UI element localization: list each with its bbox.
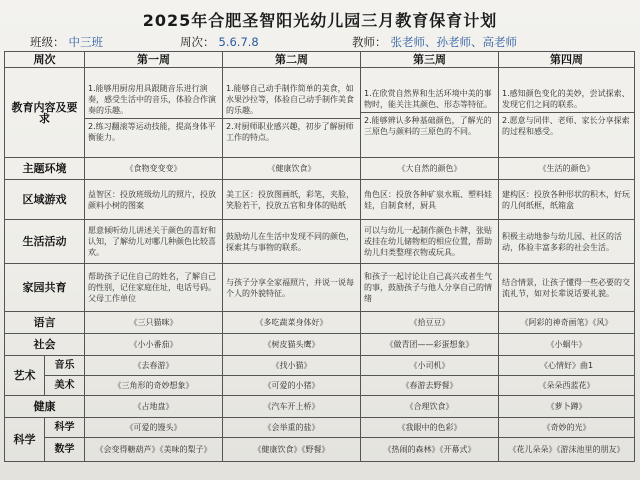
language-week3: 《拾豆豆》 [361, 312, 499, 334]
home-week4: 结合情景，让孩子懂得一些必要的交流礼节，如对长辈说话要礼貌。 [499, 264, 635, 312]
life-week4: 积极主动地参与幼儿园、社区的活动，体验丰富多彩的社会生活。 [499, 220, 635, 264]
education-week1 [85, 68, 223, 158]
music-week2: 《找小猫》 [223, 356, 361, 376]
row-area [5, 180, 635, 220]
row-label-language: 语言 [5, 312, 85, 334]
life-week3: 可以与幼儿一起制作颜色卡牌，张贴或挂在幼儿储物柜的相应位置，帮助幼儿归类整理衣物或玩具。 [361, 220, 499, 264]
row-label-math: 数学 [45, 438, 85, 462]
col-header-week2: 第二周 [223, 52, 361, 68]
col-header-week1: 第一周 [85, 52, 223, 68]
health-week1: 《占地盘》 [85, 396, 223, 418]
home-week2: 与孩子分享全家福照片，并说一说每个人的外貌特征。 [223, 264, 361, 312]
row-label-music: 音乐 [45, 356, 85, 376]
home-week3: 和孩子一起讨论让自己高兴或者生气的事，鼓励孩子与他人分享自己的情绪 [361, 264, 499, 312]
area-week1: 益智区：投放班级幼儿的照片，投放颜料小树的图案 [85, 180, 223, 220]
row-label-theme: 主题环境 [5, 158, 85, 180]
teacher-value: 张老师、孙老师、高老师 [390, 35, 517, 49]
page-title: 2025年合肥圣智阳光幼儿园三月教育保育计划 [142, 11, 498, 30]
col-header-week: 周次 [5, 52, 85, 68]
music-week4: 《心情好》曲1 [499, 356, 635, 376]
fine-art-week3: 《春游去野餐》 [361, 376, 499, 396]
society-week3: 《做青团——彩蛋想象》 [361, 334, 499, 356]
education-week2 [223, 68, 361, 158]
health-week2: 《汽车开上桥》 [223, 396, 361, 418]
row-science-sci [5, 418, 635, 438]
row-art-music [5, 356, 635, 376]
science-week4: 《奇妙的光》 [499, 418, 635, 438]
row-home [5, 264, 635, 312]
row-label-fine-art: 美术 [45, 376, 85, 396]
row-education [5, 68, 635, 158]
science-week3: 《我眼中的色彩》 [361, 418, 499, 438]
row-label-education: 教育内容及要求 [5, 68, 85, 158]
math-week3: 《热闹的森林》《开幕式》 [361, 438, 499, 462]
row-science-math [5, 438, 635, 462]
week-info [180, 34, 259, 50]
health-week4: 《萝卜蹲》 [499, 396, 635, 418]
theme-week2: 《健康饮食》 [223, 158, 361, 180]
table-header-row [5, 52, 635, 68]
home-week1: 帮助孩子记住自己的姓名，了解自己的性别，记住家庭住址，电话号码。父母工作单位 [85, 264, 223, 312]
language-week4: 《阿彩的神奇画笔》《风》 [499, 312, 635, 334]
col-header-week4: 第四周 [499, 52, 635, 68]
education-week4-item2: 2.愿意与同伴、老师、家长分享探索的过程和感受。 [499, 112, 634, 137]
area-week3: 角色区：投放各种矿泉水瓶、塑料娃娃，自制食材，厨具 [361, 180, 499, 220]
week-value: 5.6.7.8 [218, 35, 259, 49]
language-week1: 《三只猫咪》 [85, 312, 223, 334]
class-info [30, 34, 103, 50]
row-label-sci: 科学 [45, 418, 85, 438]
row-language [5, 312, 635, 334]
class-label: 班级： [30, 35, 65, 49]
plan-table [4, 51, 635, 462]
area-week2: 美工区：投放图画纸，彩笔，夹脸，笑脸若干，投放五官和身体的贴纸 [223, 180, 361, 220]
row-art-fine [5, 376, 635, 396]
teacher-info [352, 34, 517, 50]
fine-art-week2: 《可爱的小猪》 [223, 376, 361, 396]
education-week4-item1: 1.感知颜色变化的美妙，尝试探索、发现它们之间的联系。 [502, 89, 630, 109]
row-label-science: 科学 [5, 418, 45, 462]
education-week4 [499, 68, 635, 158]
row-label-area: 区域游戏 [5, 180, 85, 220]
week-label: 周次： [180, 35, 215, 49]
society-week2: 《树皮猫头鹰》 [223, 334, 361, 356]
math-week4: 《花儿朵朵》《游沫池里的朋友》 [499, 438, 635, 462]
education-week1-item1: 1.能够用厨房用具跟随音乐进行演奏，感受生活中的音乐，体验合作演奏的乐趣。 [88, 83, 216, 115]
theme-week4: 《生活的颜色》 [499, 158, 635, 180]
education-week3-item1: 1.在欣赏自然界和生活环境中美的事物时，能关注其颜色、形态等特征。 [364, 89, 492, 109]
math-week1: 《会变得糖葫芦》《美味的梨子》 [85, 438, 223, 462]
education-week2-item1: 1.能够自己动手制作简单的美食，如水果沙拉等，体验自己动手制作美食的乐趣。 [226, 83, 354, 115]
education-week3 [361, 68, 499, 158]
music-week1: 《去春游》 [85, 356, 223, 376]
fine-art-week4: 《朵朵西蓝花》 [499, 376, 635, 396]
education-week3-item2: 2.能够辨认多种基础颜色，了解光的三原色与颜料的三原色的不同。 [361, 112, 498, 137]
teacher-label: 教师： [352, 35, 387, 49]
health-week3: 《合理饮食》 [361, 396, 499, 418]
society-week1: 《小小番茄》 [85, 334, 223, 356]
science-week1: 《可爱的馒头》 [85, 418, 223, 438]
language-week2: 《多吃蔬菜身体好》 [223, 312, 361, 334]
life-week2: 鼓励幼儿在生活中发现不同的颜色，探索其与事物的联系。 [223, 220, 361, 264]
music-week3: 《小司机》 [361, 356, 499, 376]
theme-week1: 《食物变变变》 [85, 158, 223, 180]
row-theme [5, 158, 635, 180]
row-label-life: 生活活动 [5, 220, 85, 264]
row-label-society: 社会 [5, 334, 85, 356]
row-health [5, 396, 635, 418]
education-week2-item2: 2.对厨师职业感兴趣，初步了解厨师工作的特点。 [223, 118, 360, 143]
row-label-home: 家园共育 [5, 264, 85, 312]
row-life [5, 220, 635, 264]
education-week1-item2: 2.练习翻滚等运动技能，提高身体平衡能力。 [85, 118, 222, 143]
science-week2: 《会举重的盐》 [223, 418, 361, 438]
class-value: 中三班 [68, 35, 103, 49]
math-week2: 《健康饮食》《野餐》 [223, 438, 361, 462]
society-week4: 《小蜗牛》 [499, 334, 635, 356]
theme-week3: 《大自然的颜色》 [361, 158, 499, 180]
row-label-art: 艺术 [5, 356, 45, 396]
row-society [5, 334, 635, 356]
fine-art-week1: 《三角形的奇妙想象》 [85, 376, 223, 396]
col-header-week3: 第三周 [361, 52, 499, 68]
life-week1: 愿意倾听幼儿讲述关于颜色的喜好和认知，了解幼儿对哪几种颜色比较喜欢。 [85, 220, 223, 264]
row-label-health: 健康 [5, 396, 85, 418]
area-week4: 建构区：投放各种形状的积木，好玩的几何纸框，纸箱盒 [499, 180, 635, 220]
